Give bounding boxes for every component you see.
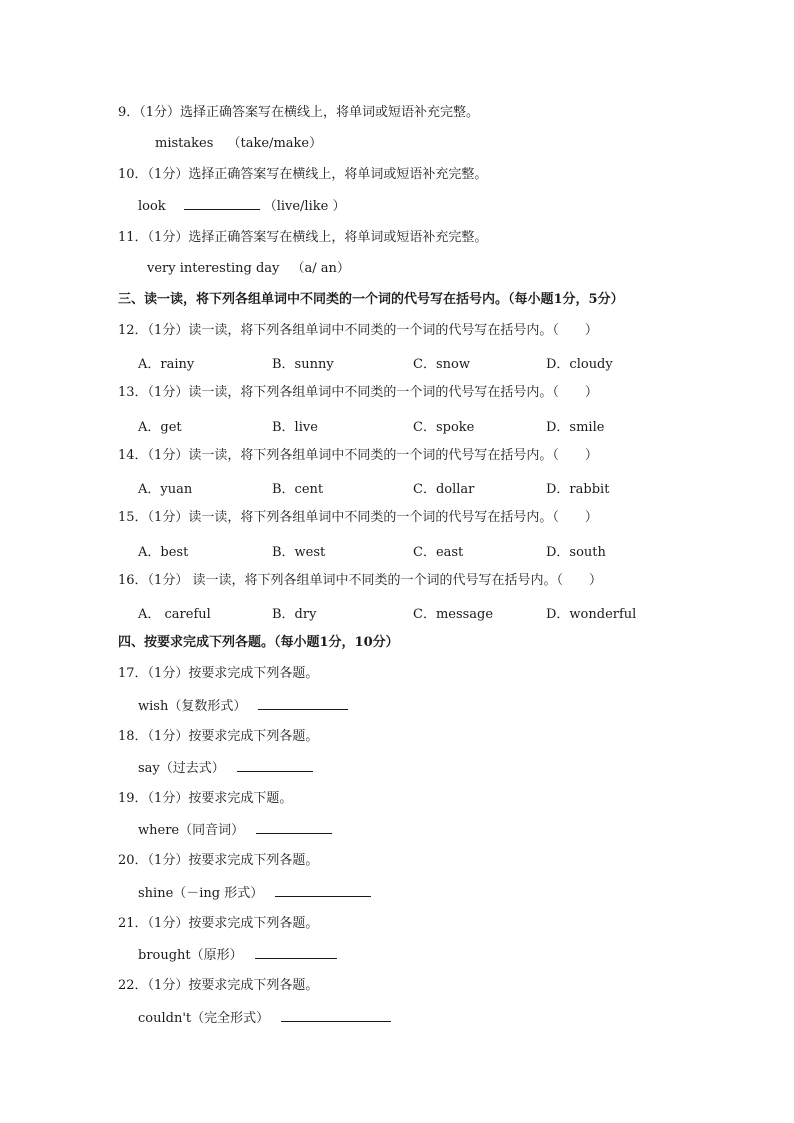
choice-hint: （take/make） — [227, 136, 323, 151]
question-20 — [118, 852, 318, 870]
option-c: C．message — [413, 607, 494, 622]
option-a: A．get — [138, 420, 182, 435]
question-number: 11． — [118, 230, 148, 245]
question-text[interactable]: （1分）读一读，将下列各组单词中不同类的一个词的代号写在括号内。（ ） — [147, 510, 598, 525]
option-d: D．south — [546, 545, 606, 560]
option-b: B．dry — [272, 607, 317, 622]
option-a: A．yuan — [138, 482, 193, 497]
question-16 — [118, 572, 602, 590]
answer-blank[interactable] — [281, 1009, 391, 1022]
question-number: 10． — [118, 167, 148, 182]
question-text: （1分）按要求完成下列各题。 — [147, 729, 319, 744]
question-number: 9． — [118, 105, 140, 120]
question-number: 14． — [118, 448, 148, 463]
answer-blank[interactable] — [256, 821, 332, 834]
option-c: C．snow — [413, 357, 470, 372]
question-text: （1分）按要求完成下列各题。 — [147, 853, 319, 868]
question-number: 15． — [118, 510, 148, 525]
question-number: 17． — [118, 666, 148, 681]
answer-blank[interactable] — [237, 759, 313, 772]
question-text: （1分）按要求完成下列各题。 — [147, 916, 319, 931]
question-number: 13． — [118, 385, 148, 400]
question-19-answer-line — [138, 821, 332, 840]
question-22-answer-line — [138, 1009, 391, 1028]
choice-hint: （a/ an） — [291, 261, 350, 276]
option-a: A． careful — [138, 607, 211, 622]
question-18-answer-line — [138, 759, 313, 778]
choice-hint: （live/like ） — [263, 199, 346, 214]
option-a: A．rainy — [138, 357, 195, 372]
question-number: 22． — [118, 978, 148, 993]
option-d: D．wonderful — [546, 607, 637, 622]
option-c: C．east — [413, 545, 464, 560]
question-text[interactable]: （1分）读一读，将下列各组单词中不同类的一个词的代号写在括号内。（ ） — [147, 385, 598, 400]
question-text: （1分）按要求完成下列各题。 — [147, 978, 319, 993]
question-text: （1分）按要求完成下题。 — [147, 791, 293, 806]
question-11 — [118, 229, 487, 247]
option-c: C．dollar — [413, 482, 475, 497]
question-number: 21． — [118, 916, 148, 931]
option-c: C．spoke — [413, 420, 475, 435]
question-text[interactable]: （1分）读一读，将下列各组单词中不同类的一个词的代号写在括号内。（ ） — [147, 323, 598, 338]
question-17-answer-line — [138, 697, 348, 716]
option-d: D．rabbit — [546, 482, 610, 497]
question-text: （1分）选择正确答案写在横线上，将单词或短语补充完整。 — [147, 167, 488, 182]
word-prompt: shine（－ing 形式） — [138, 886, 264, 901]
question-9-answer-line — [155, 135, 322, 153]
option-b: B．west — [272, 545, 326, 560]
option-b: B．live — [272, 420, 318, 435]
question-text: （1分）选择正确答案写在横线上，将单词或短语补充完整。 — [139, 105, 480, 120]
question-21-answer-line — [138, 946, 337, 965]
option-d: D．cloudy — [546, 357, 613, 372]
question-19 — [118, 790, 292, 808]
question-21 — [118, 915, 318, 933]
word-prompt: where（同音词） — [138, 823, 245, 838]
question-18 — [118, 728, 318, 746]
question-11-answer-line — [147, 260, 350, 278]
question-20-answer-line — [138, 884, 371, 903]
question-number: 16． — [118, 573, 148, 588]
question-13 — [118, 384, 598, 402]
answer-blank[interactable] — [255, 946, 337, 959]
question-text: （1分）按要求完成下列各题。 — [147, 666, 319, 681]
answer-blank[interactable] — [258, 697, 348, 710]
question-number: 19． — [118, 791, 148, 806]
question-10 — [118, 166, 487, 184]
word-prompt: very interesting day — [147, 261, 280, 276]
question-10-answer-line — [138, 197, 345, 216]
option-b: B．cent — [272, 482, 324, 497]
word-prompt: wish（复数形式） — [138, 699, 247, 714]
question-9 — [118, 104, 479, 122]
question-number: 20． — [118, 853, 148, 868]
option-a: A．best — [138, 545, 189, 560]
answer-blank[interactable] — [275, 884, 371, 897]
question-text[interactable]: （1分）读一读，将下列各组单词中不同类的一个词的代号写在括号内。（ ） — [147, 448, 598, 463]
word-prompt: couldn't（完全形式） — [138, 1011, 270, 1026]
word-prompt: look — [138, 199, 166, 214]
section-4-title: 四、按要求完成下列各题。（每小题1分，10分） — [118, 635, 399, 650]
word-prompt: say（过去式） — [138, 761, 225, 776]
question-14 — [118, 447, 598, 465]
question-22 — [118, 977, 318, 995]
option-b: B．sunny — [272, 357, 334, 372]
question-15 — [118, 509, 598, 527]
question-number: 12． — [118, 323, 148, 338]
question-text[interactable]: （1分） 读一读，将下列各组单词中不同类的一个词的代号写在括号内。（ ） — [147, 573, 602, 588]
word-prompt: brought（原形） — [138, 948, 243, 963]
section-3-title: 三、读一读，将下列各组单词中不同类的一个词的代号写在括号内。（每小题1分，5分） — [118, 292, 624, 307]
option-d: D．smile — [546, 420, 605, 435]
answer-blank[interactable] — [184, 197, 260, 210]
question-text: （1分）选择正确答案写在横线上，将单词或短语补充完整。 — [147, 230, 488, 245]
question-12 — [118, 322, 598, 340]
question-17 — [118, 665, 318, 683]
word-prompt: mistakes — [155, 136, 214, 151]
question-number: 18． — [118, 729, 148, 744]
